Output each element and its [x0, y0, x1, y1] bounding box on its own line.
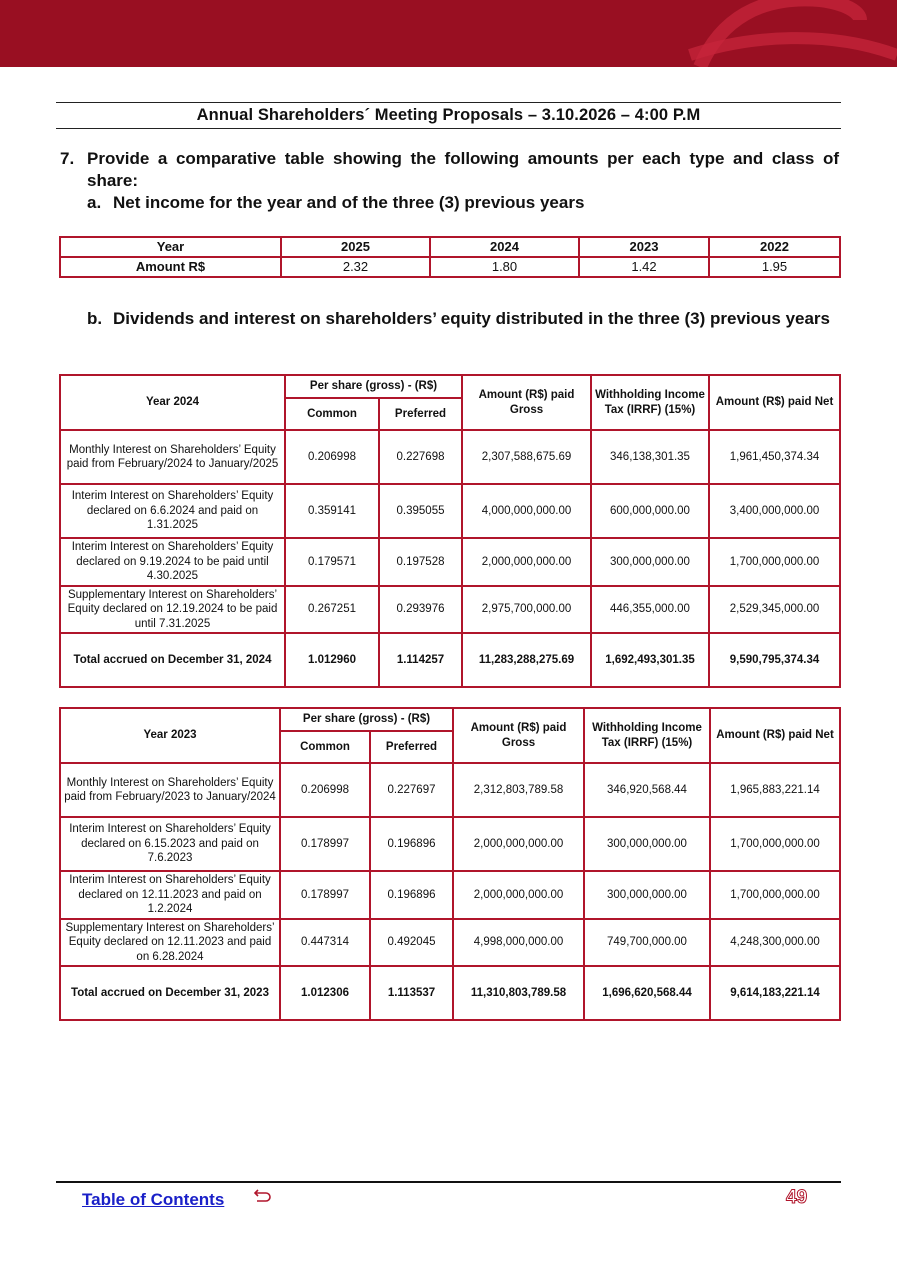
preferred-value: 0.492045 [370, 919, 453, 967]
tax-value: 600,000,000.00 [591, 484, 709, 538]
net-income-amount-label: Amount R$ [60, 257, 281, 277]
net-income-value-2024: 1.80 [430, 257, 579, 277]
total-net: 9,590,795,374.34 [709, 633, 840, 687]
section-7-number: 7. [60, 149, 75, 168]
subsection-b-text: Dividends and interest on shareholders’ equity distributed in the three (3) previous years [113, 309, 831, 328]
total-common: 1.012306 [280, 966, 370, 1020]
row-label: Supplementary Interest on Shareholders’ Equity declared on 12.11.2023 and paid on 6.28.2024 [60, 919, 280, 967]
row-label: Monthly Interest on Shareholders’ Equity paid from February/2024 to January/2025 [60, 430, 285, 484]
footer-rule [56, 1181, 841, 1183]
total-tax: 1,696,620,568.44 [584, 966, 710, 1020]
header-rule-bottom [56, 128, 841, 129]
dividends-2023-header-row-1 [60, 708, 840, 731]
net-value: 2,529,345,000.00 [709, 586, 840, 634]
subsection-a-text: Net income for the year and of the three (3) previous years [113, 193, 585, 212]
return-arrow-icon[interactable] [252, 1186, 274, 1211]
total-label: Total accrued on December 31, 2024 [60, 633, 285, 687]
table-row [60, 817, 840, 871]
net-income-value-2022: 1.95 [709, 257, 840, 277]
common-value: 0.267251 [285, 586, 379, 634]
table-row [60, 430, 840, 484]
dividends-2024-per-share-header: Per share (gross) - (R$) [285, 375, 462, 398]
total-gross: 11,310,803,789.58 [453, 966, 584, 1020]
net-value: 1,700,000,000.00 [710, 871, 840, 919]
common-value: 0.206998 [285, 430, 379, 484]
gross-value: 2,000,000,000.00 [462, 538, 591, 586]
net-income-amount-row [60, 257, 840, 277]
total-preferred: 1.114257 [379, 633, 462, 687]
gross-value: 2,312,803,789.58 [453, 763, 584, 817]
total-row [60, 633, 840, 687]
dividends-2023-table [59, 707, 841, 1021]
table-row [60, 871, 840, 919]
net-income-year-2025: 2025 [281, 237, 430, 257]
dividends-2024-preferred-header: Preferred [379, 398, 462, 430]
net-income-year-header: Year [60, 237, 281, 257]
row-label: Supplementary Interest on Shareholders’ Equity declared on 12.19.2024 to be paid until 7.31.2025 [60, 586, 285, 634]
table-row [60, 586, 840, 634]
net-value: 1,965,883,221.14 [710, 763, 840, 817]
common-value: 0.178997 [280, 817, 370, 871]
tax-value: 346,138,301.35 [591, 430, 709, 484]
row-label: Interim Interest on Shareholders’ Equity declared on 9.19.2024 to be paid until 4.30.2025 [60, 538, 285, 586]
dividends-2023-per-share-header: Per share (gross) - (R$) [280, 708, 453, 731]
preferred-value: 0.196896 [370, 871, 453, 919]
gross-value: 4,998,000,000.00 [453, 919, 584, 967]
row-label: Monthly Interest on Shareholders’ Equity paid from February/2023 to January/2024 [60, 763, 280, 817]
subsection-a-letter: a. [87, 193, 102, 212]
total-common: 1.012960 [285, 633, 379, 687]
table-row [60, 538, 840, 586]
gross-value: 2,000,000,000.00 [453, 817, 584, 871]
tax-value: 300,000,000.00 [584, 871, 710, 919]
common-value: 0.179571 [285, 538, 379, 586]
net-value: 4,248,300,000.00 [710, 919, 840, 967]
total-net: 9,614,183,221.14 [710, 966, 840, 1020]
dividends-2023-common-header: Common [280, 731, 370, 763]
meeting-title: Annual Shareholders´ Meeting Proposals – 3.10.2026 – 4:00 P.M [196, 106, 701, 124]
net-income-value-2025: 2.32 [281, 257, 430, 277]
gross-value: 4,000,000,000.00 [462, 484, 591, 538]
table-row [60, 484, 840, 538]
table-of-contents-link[interactable]: Table of Contents [82, 1190, 225, 1209]
page-number: 49 [786, 1187, 808, 1208]
tax-value: 300,000,000.00 [584, 817, 710, 871]
dividends-2024-common-header: Common [285, 398, 379, 430]
table-row [60, 763, 840, 817]
common-value: 0.447314 [280, 919, 370, 967]
net-value: 1,961,450,374.34 [709, 430, 840, 484]
dividends-2023-preferred-header: Preferred [370, 731, 453, 763]
total-tax: 1,692,493,301.35 [591, 633, 709, 687]
net-value: 1,700,000,000.00 [709, 538, 840, 586]
net-income-value-2023: 1.42 [579, 257, 709, 277]
tax-value: 346,920,568.44 [584, 763, 710, 817]
common-value: 0.178997 [280, 871, 370, 919]
net-income-header-row [60, 237, 840, 257]
common-value: 0.359141 [285, 484, 379, 538]
net-value: 1,700,000,000.00 [710, 817, 840, 871]
tax-value: 749,700,000.00 [584, 919, 710, 967]
preferred-value: 0.227698 [379, 430, 462, 484]
total-row [60, 966, 840, 1020]
net-income-year-2024: 2024 [430, 237, 579, 257]
preferred-value: 0.227697 [370, 763, 453, 817]
common-value: 0.206998 [280, 763, 370, 817]
net-value: 3,400,000,000.00 [709, 484, 840, 538]
subsection-b-heading [87, 308, 839, 330]
net-income-year-2023: 2023 [579, 237, 709, 257]
dividends-2023-gross-header: Amount (R$) paid Gross [453, 708, 584, 763]
row-label: Interim Interest on Shareholders’ Equity declared on 6.6.2024 and paid on 1.31.2025 [60, 484, 285, 538]
table-row [60, 919, 840, 967]
top-brand-banner [0, 0, 897, 67]
dividends-2024-net-header: Amount (R$) paid Net [709, 375, 840, 430]
gross-value: 2,975,700,000.00 [462, 586, 591, 634]
preferred-value: 0.395055 [379, 484, 462, 538]
total-preferred: 1.113537 [370, 966, 453, 1020]
dividends-2024-year-label: Year 2024 [60, 375, 285, 430]
row-label: Interim Interest on Shareholders’ Equity declared on 12.11.2023 and paid on 1.2.2024 [60, 871, 280, 919]
dividends-2023-tax-header: Withholding Income Tax (IRRF) (15%) [584, 708, 710, 763]
preferred-value: 0.293976 [379, 586, 462, 634]
gross-value: 2,307,588,675.69 [462, 430, 591, 484]
dividends-2024-tax-header: Withholding Income Tax (IRRF) (15%) [591, 375, 709, 430]
tax-value: 300,000,000.00 [591, 538, 709, 586]
total-label: Total accrued on December 31, 2023 [60, 966, 280, 1020]
subsection-b-letter: b. [87, 309, 103, 328]
net-income-table [59, 236, 841, 278]
dividends-2024-gross-header: Amount (R$) paid Gross [462, 375, 591, 430]
header-rule-top [56, 102, 841, 103]
dividends-2023-year-label: Year 2023 [60, 708, 280, 763]
gross-value: 2,000,000,000.00 [453, 871, 584, 919]
section-7-heading [60, 148, 839, 192]
tax-value: 446,355,000.00 [591, 586, 709, 634]
dividends-2024-header-row-1 [60, 375, 840, 398]
section-7-text: Provide a comparative table showing the following amounts per each type and class of share: [87, 149, 839, 190]
row-label: Interim Interest on Shareholders’ Equity declared on 6.15.2023 and paid on 7.6.2023 [60, 817, 280, 871]
dividends-2024-table [59, 374, 841, 688]
brand-logo-swoosh-icon [0, 0, 897, 67]
total-gross: 11,283,288,275.69 [462, 633, 591, 687]
dividends-2023-net-header: Amount (R$) paid Net [710, 708, 840, 763]
preferred-value: 0.196896 [370, 817, 453, 871]
preferred-value: 0.197528 [379, 538, 462, 586]
subsection-a-heading [87, 192, 839, 214]
net-income-year-2022: 2022 [709, 237, 840, 257]
